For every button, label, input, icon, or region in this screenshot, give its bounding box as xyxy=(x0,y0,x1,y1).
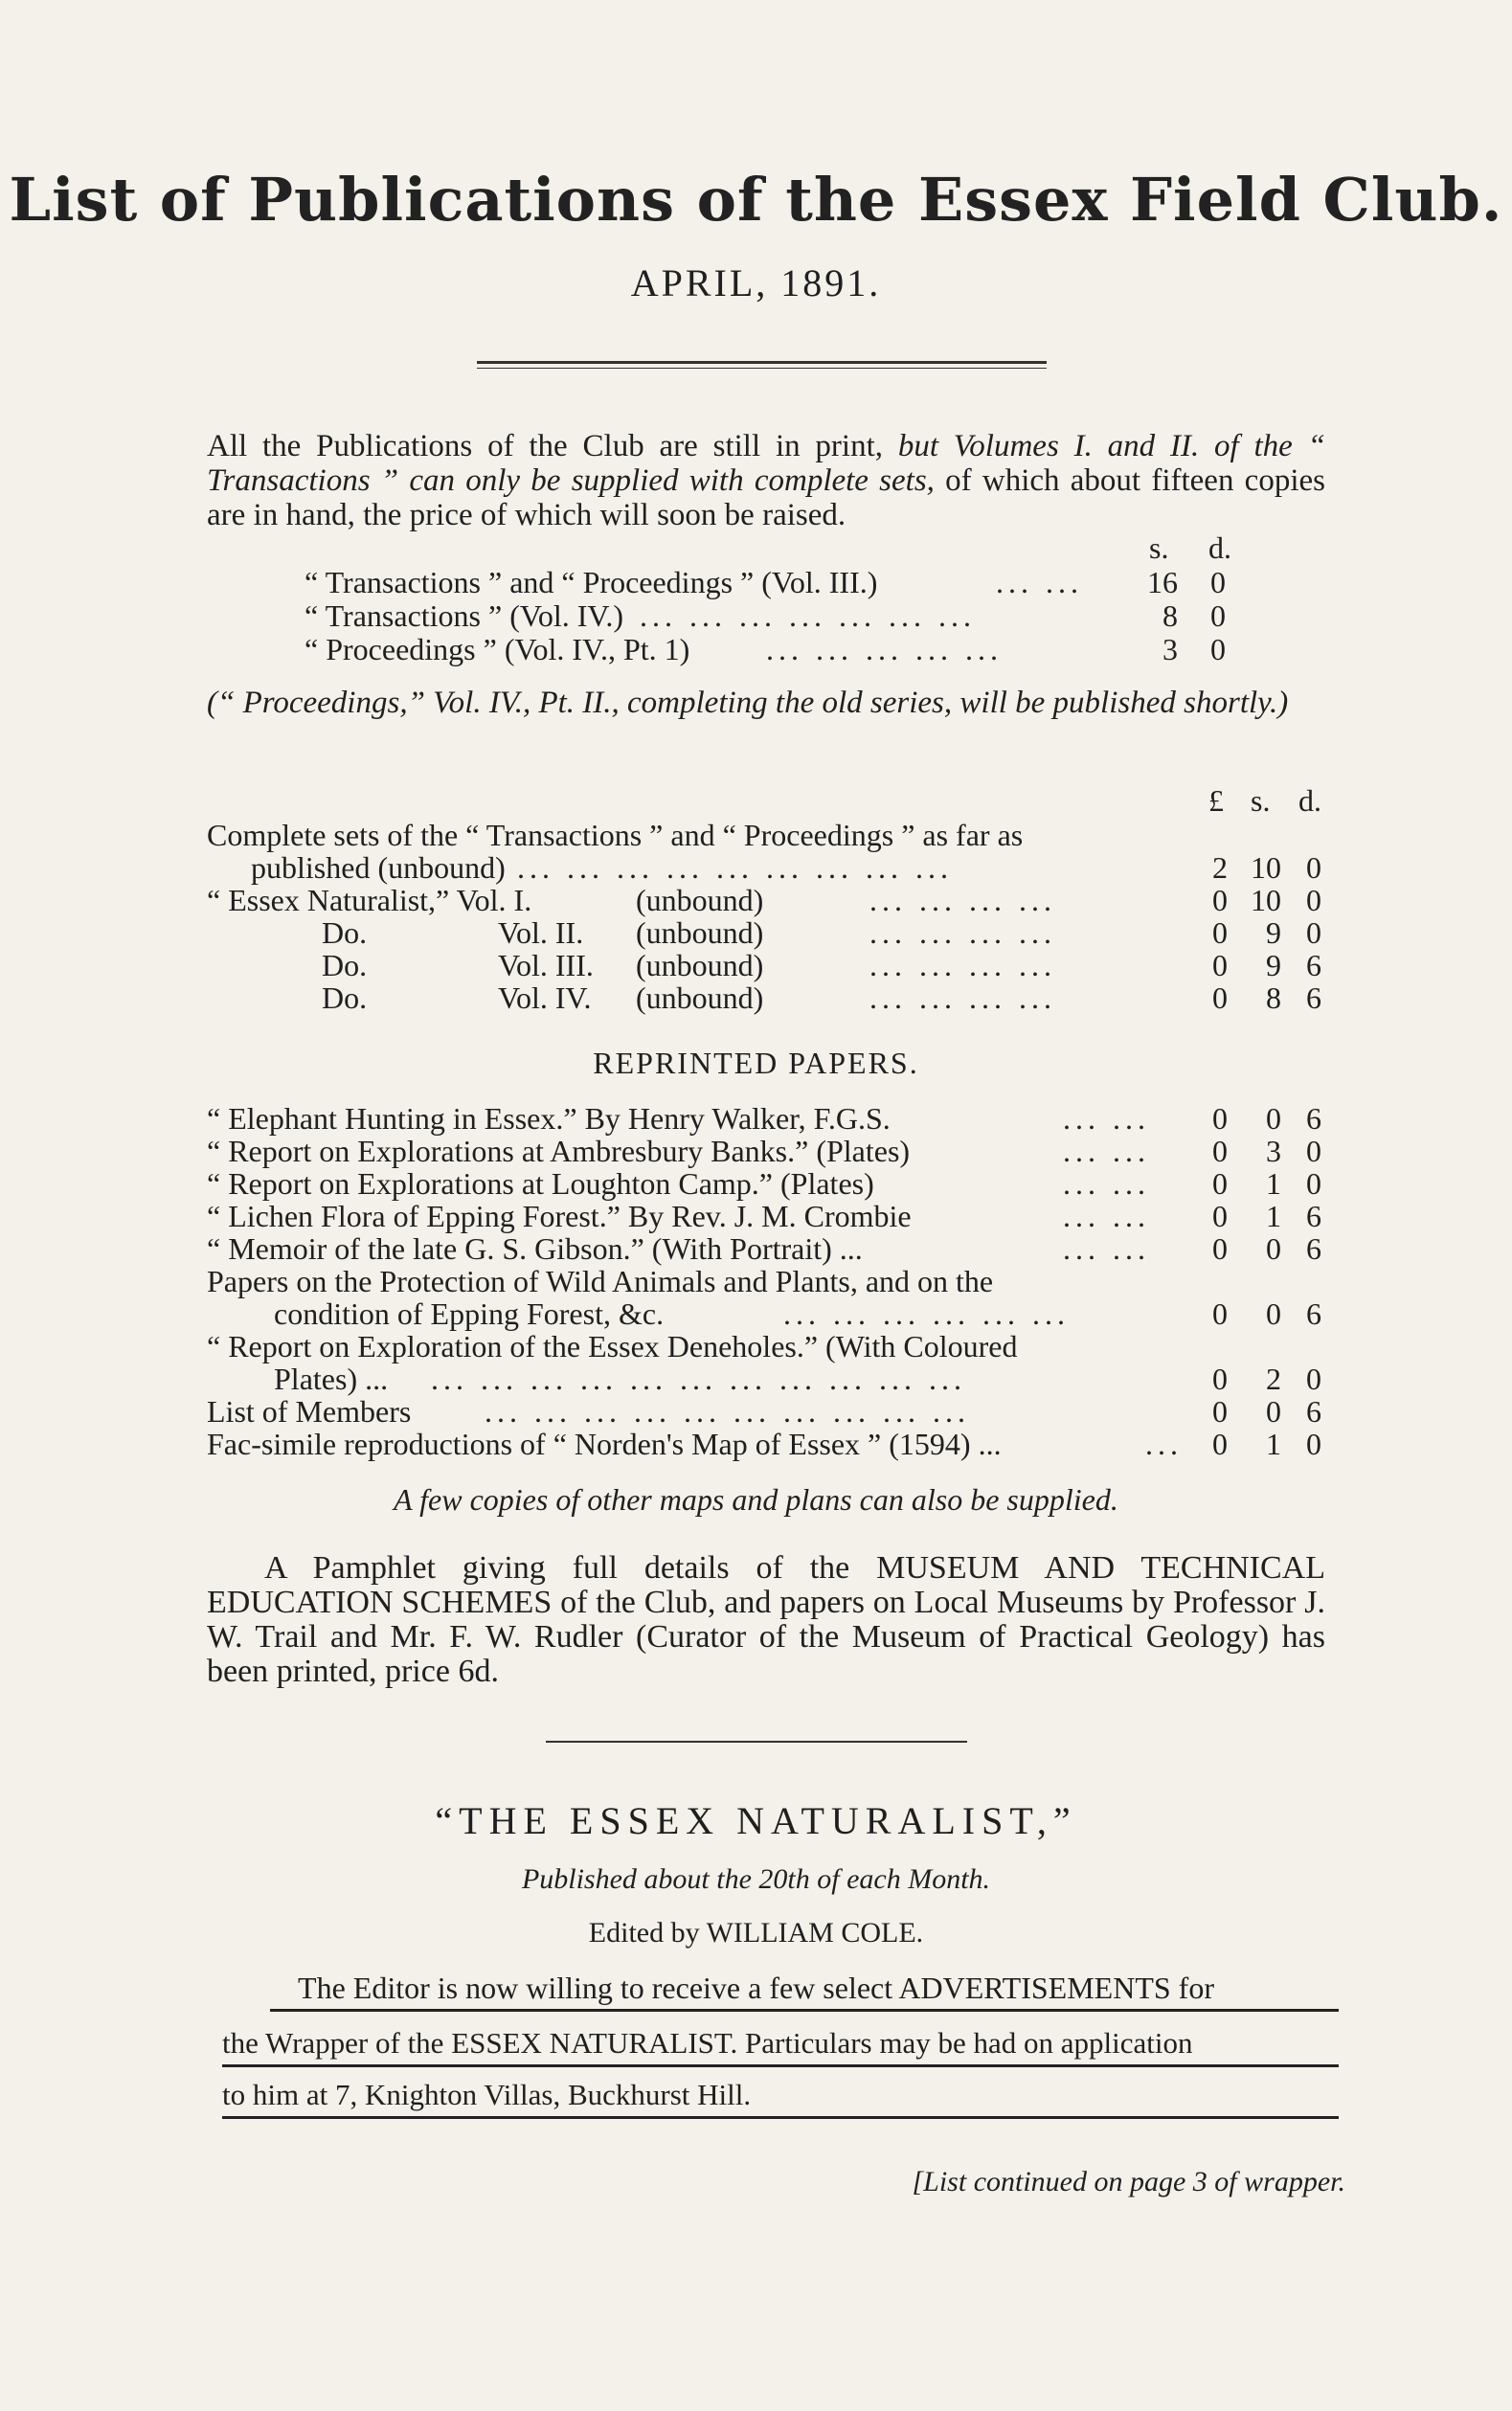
members-label: List of Members xyxy=(207,1394,412,1429)
naturalist-d: 6 xyxy=(1306,980,1321,1015)
title-divider-top xyxy=(477,361,1047,364)
reprint-d: 6 xyxy=(1306,1199,1321,1233)
deneholes-line2: Plates) ... xyxy=(274,1362,389,1396)
deneholes-line1: “ Report on Exploration of the Essex Deneholes.” (With Coloured xyxy=(207,1329,1018,1363)
deneholes-dots: ... ... ... ... ... ... ... ... ... ... ... xyxy=(431,1362,966,1396)
naturalist-dots: ... ... ... ... xyxy=(869,948,1056,982)
intro-part1: All the Publications of the Club are still in print, xyxy=(207,429,898,463)
naturalist-l: 0 xyxy=(1212,980,1228,1015)
reprint-label: “ Elephant Hunting in Essex.” By Henry Walker, F.G.S. xyxy=(207,1101,891,1136)
facsimile-d: 0 xyxy=(1306,1427,1321,1461)
ad-underline-1 xyxy=(270,2009,1339,2012)
reprint-d: 0 xyxy=(1306,1134,1321,1168)
naturalist-vol: Vol. II. xyxy=(498,915,584,950)
protection-d: 6 xyxy=(1306,1296,1321,1331)
price-row-label: “ Transactions ” and “ Proceedings ” (Vol. III.) xyxy=(305,565,878,599)
naturalist-editor: Edited by WILLIAM COLE. xyxy=(588,1917,924,1949)
reprint-dots: ... ... xyxy=(1063,1134,1150,1168)
facsimile-l: 0 xyxy=(1212,1427,1228,1461)
ad-line-2: the Wrapper of the ESSEX NATURALIST. Particulars may be had on application xyxy=(222,2026,1193,2060)
naturalist-dots: ... ... ... ... xyxy=(869,980,1056,1015)
ad-underline-3 xyxy=(222,2116,1339,2119)
price-row-s: 8 xyxy=(1162,598,1178,633)
sets-line2-d: 0 xyxy=(1306,850,1321,885)
naturalist-s: 9 xyxy=(1266,948,1281,982)
naturalist-l: 0 xyxy=(1212,915,1228,950)
price-row-d: 0 xyxy=(1210,598,1226,633)
sets-col-l: £ xyxy=(1208,783,1224,818)
reprint-l: 0 xyxy=(1212,1101,1228,1136)
naturalist-d: 0 xyxy=(1306,915,1321,950)
price-row-dots: ... ... xyxy=(996,565,1083,599)
reprint-label: “ Report on Explorations at Ambresbury Banks.” (Plates) xyxy=(207,1134,911,1168)
sets-line1: Complete sets of the “ Transactions ” and “ Proceedings ” as far as xyxy=(207,818,1024,852)
reprint-d: 6 xyxy=(1306,1101,1321,1136)
facsimile-s: 1 xyxy=(1266,1427,1281,1461)
reprint-l: 0 xyxy=(1212,1231,1228,1266)
protection-s: 0 xyxy=(1266,1296,1281,1331)
naturalist-name: Do. xyxy=(322,948,368,982)
members-s: 0 xyxy=(1266,1394,1281,1429)
intro-part2: but Volumes I. and II. of the “ Transactions ” can only be supplied with complete sets, xyxy=(207,429,1325,498)
reprint-s: 1 xyxy=(1266,1199,1281,1233)
title-divider-bottom xyxy=(477,368,1047,369)
prices1-col-s: s. xyxy=(1149,530,1169,565)
protection-dots: ... ... ... ... ... ... xyxy=(783,1296,1070,1331)
naturalist-name: “ Essex Naturalist,” Vol. I. xyxy=(207,883,532,917)
naturalist-vol: Vol. IV. xyxy=(498,980,592,1015)
ad-line-1: The Editor is now willing to receive a few select ADVERTISEMENTS for xyxy=(298,1971,1214,2005)
naturalist-s: 8 xyxy=(1266,980,1281,1015)
naturalist-state: (unbound) xyxy=(636,980,764,1015)
price-row-s: 16 xyxy=(1147,565,1178,599)
reprint-label: “ Lichen Flora of Epping Forest.” By Rev. J. M. Crombie xyxy=(207,1199,912,1233)
price-row-label: “ Transactions ” (Vol. IV.) xyxy=(305,598,624,633)
continued-note: [List continued on page 3 of wrapper. xyxy=(912,2166,1345,2197)
reprint-dots: ... ... xyxy=(1063,1166,1150,1201)
reprint-s: 0 xyxy=(1266,1101,1281,1136)
sets-col-d: d. xyxy=(1298,783,1321,818)
naturalist-state: (unbound) xyxy=(636,948,764,982)
facsimile-label: Fac-simile reproductions of “ Norden's Map of Essex ” (1594) ... xyxy=(207,1427,1002,1461)
naturalist-dots: ... ... ... ... xyxy=(869,883,1056,917)
intro-paragraph xyxy=(207,429,1325,532)
protection-l: 0 xyxy=(1212,1296,1228,1331)
price-row-dots: ... ... ... ... ... ... ... xyxy=(640,598,976,633)
facsimile-dots: ... xyxy=(1145,1427,1183,1461)
members-l: 0 xyxy=(1212,1394,1228,1429)
maps-note: A few copies of other maps and plans can also be supplied. xyxy=(394,1482,1118,1517)
naturalist-s: 9 xyxy=(1266,915,1281,950)
naturalist-d: 0 xyxy=(1306,883,1321,917)
naturalist-state: (unbound) xyxy=(636,915,764,950)
naturalist-s: 10 xyxy=(1251,883,1281,917)
price-row-d: 0 xyxy=(1210,565,1226,599)
naturalist-vol: Vol. III. xyxy=(498,948,594,982)
price-row-d: 0 xyxy=(1210,632,1226,666)
section-divider xyxy=(546,1741,967,1743)
protection-line2: condition of Epping Forest, &c. xyxy=(274,1296,665,1331)
naturalist-subtitle: Published about the 20th of each Month. xyxy=(521,1863,991,1895)
reprint-d: 0 xyxy=(1306,1166,1321,1201)
pamphlet-paragraph: A Pamphlet giving full details of the MUSEUM AND TECHNICAL EDUCATION SCHEMES of the Club, and papers on Local Museums by Professor J. W. Trail and Mr. F. W. Rudler (Curator of the Museum of Practical Geology) has been printed, price 6d. xyxy=(207,1550,1325,1689)
price-row-s: 3 xyxy=(1162,632,1178,666)
prices1-col-d: d. xyxy=(1208,530,1231,565)
deneholes-s: 2 xyxy=(1266,1362,1281,1396)
publication-date: APRIL, 1891. xyxy=(630,261,882,304)
naturalist-title: “THE ESSEX NATURALIST,” xyxy=(435,1799,1077,1842)
naturalist-d: 6 xyxy=(1306,948,1321,982)
reprint-label: “ Report on Explorations at Loughton Camp.” (Plates) xyxy=(207,1166,874,1201)
reprint-s: 3 xyxy=(1266,1134,1281,1168)
price-row-label: “ Proceedings ” (Vol. IV., Pt. 1) xyxy=(305,632,690,666)
deneholes-d: 0 xyxy=(1306,1362,1321,1396)
naturalist-state: (unbound) xyxy=(636,883,764,917)
protection-line1: Papers on the Protection of Wild Animals and Plants, and on the xyxy=(207,1264,994,1298)
reprint-dots: ... ... xyxy=(1063,1231,1150,1266)
reprint-s: 1 xyxy=(1266,1166,1281,1201)
intro-part3: of which about fifteen copies are in hand, the price of which will soon be raised. xyxy=(207,463,1325,532)
sets-line2-dots: ... ... ... ... ... ... ... ... ... xyxy=(517,850,953,885)
reprint-l: 0 xyxy=(1212,1134,1228,1168)
naturalist-l: 0 xyxy=(1212,948,1228,982)
ad-line-3: to him at 7, Knighton Villas, Buckhurst Hill. xyxy=(222,2078,752,2111)
vol4-note: (“ Proceedings,” Vol. IV., Pt. II., completing the old series, will be published shortly.) xyxy=(207,686,1289,720)
sets-line2-l: 2 xyxy=(1212,850,1228,885)
reprint-d: 6 xyxy=(1306,1231,1321,1266)
sets-line2-s: 10 xyxy=(1251,850,1281,885)
page-title: List of Publications of the Essex Field Club. xyxy=(9,165,1503,235)
members-dots: ... ... ... ... ... ... ... ... ... ... xyxy=(485,1394,970,1429)
deneholes-l: 0 xyxy=(1212,1362,1228,1396)
naturalist-dots: ... ... ... ... xyxy=(869,915,1056,950)
reprint-s: 0 xyxy=(1266,1231,1281,1266)
reprinted-heading: REPRINTED PAPERS. xyxy=(593,1046,919,1080)
reprint-l: 0 xyxy=(1212,1199,1228,1233)
reprint-label: “ Memoir of the late G. S. Gibson.” (With Portrait) ... xyxy=(207,1231,863,1266)
reprint-dots: ... ... xyxy=(1063,1199,1150,1233)
sets-line2: published (unbound) xyxy=(251,850,506,885)
reprint-dots: ... ... xyxy=(1063,1101,1150,1136)
naturalist-name: Do. xyxy=(322,980,368,1015)
naturalist-l: 0 xyxy=(1212,883,1228,917)
ad-underline-2 xyxy=(222,2064,1339,2067)
members-d: 6 xyxy=(1306,1394,1321,1429)
sets-col-s: s. xyxy=(1251,783,1271,818)
reprint-l: 0 xyxy=(1212,1166,1228,1201)
naturalist-name: Do. xyxy=(322,915,368,950)
price-row-dots: ... ... ... ... ... xyxy=(766,632,1003,666)
